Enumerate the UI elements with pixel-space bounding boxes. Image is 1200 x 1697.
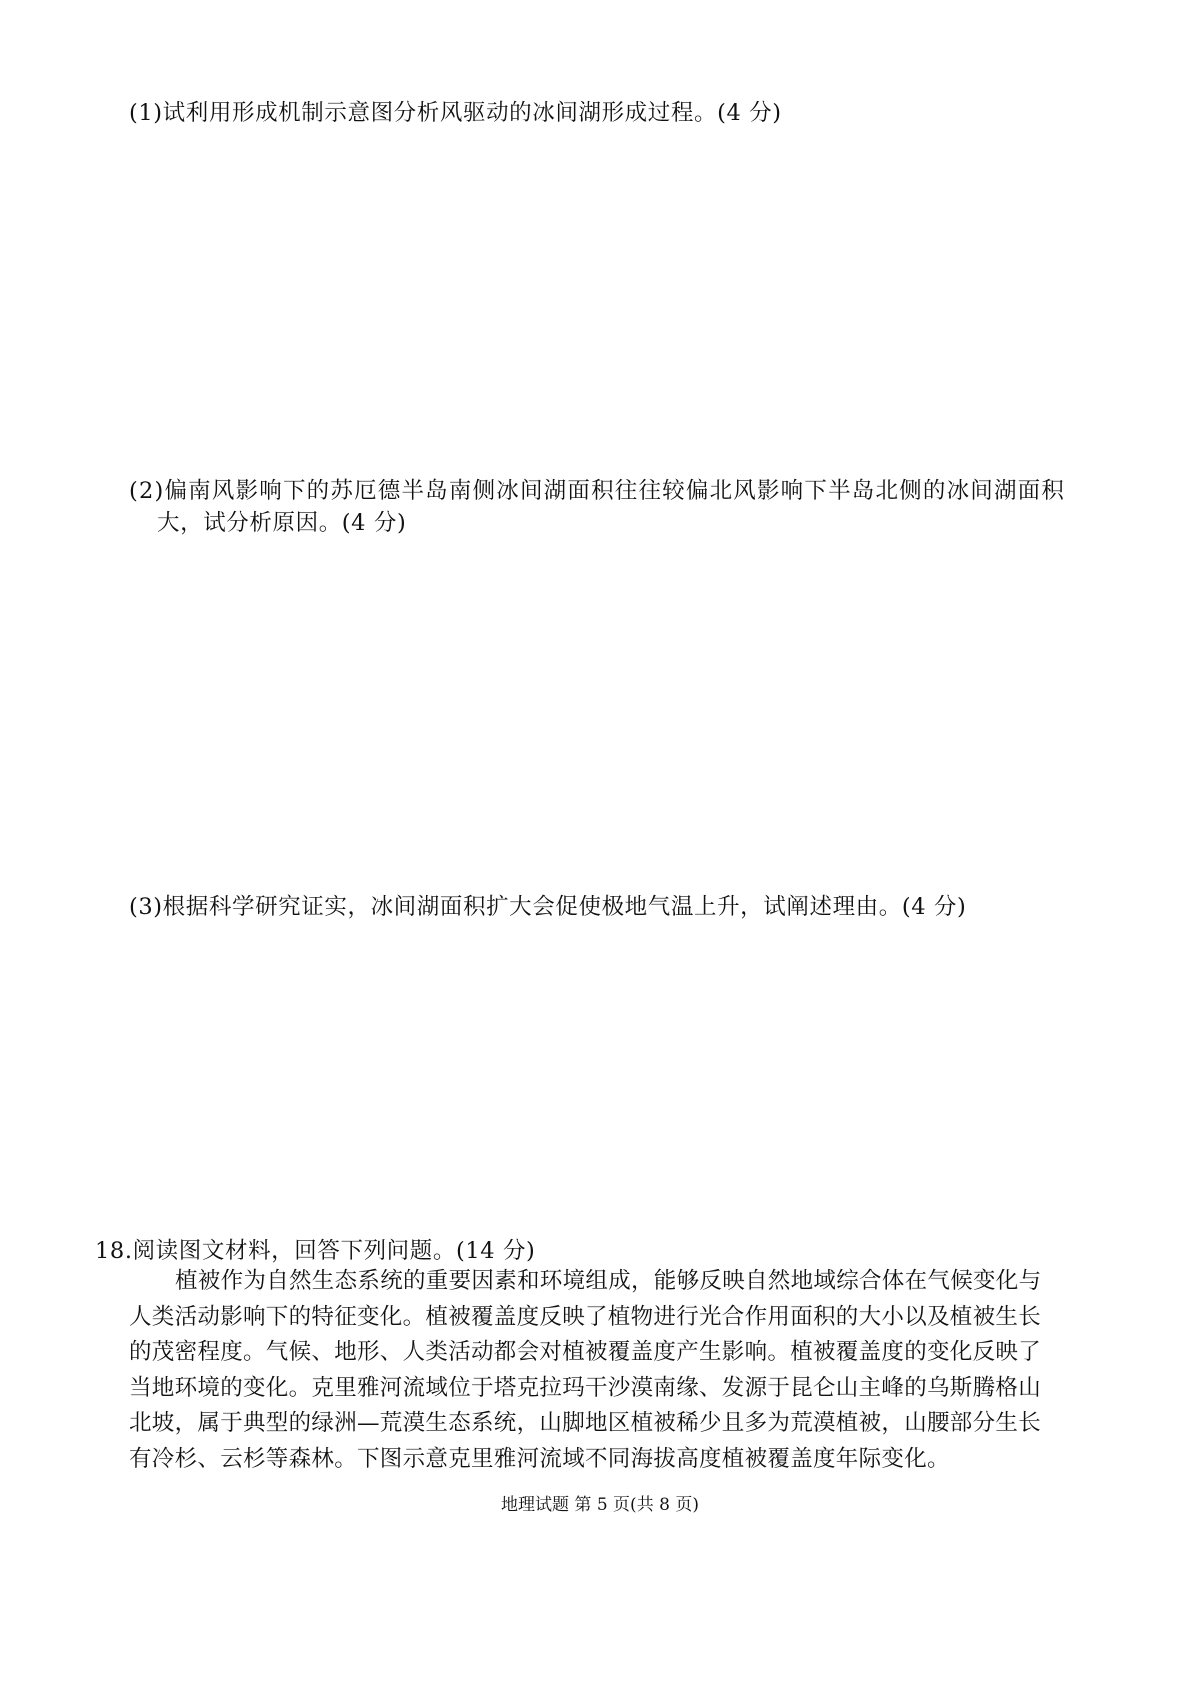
material-line: 植被作为自然生态系统的重要因素和环境组成，能够反映自然地域综合体在气候变化与 [175, 1268, 1042, 1294]
material-line: 当地环境的变化。克里雅河流域位于塔克拉玛干沙漠南缘、发源于昆仑山主峰的乌斯腾格山 [129, 1374, 1042, 1401]
material-line: 有冷杉、云杉等森林。下图示意克里雅河流域不同海拔高度植被覆盖度年际变化。 [129, 1445, 950, 1472]
question-17-1: (1)试利用形成机制示意图分析风驱动的冰间湖形成过程。(4 分) [129, 100, 782, 126]
page-footer: 地理试题 第 5 页(共 8 页) [501, 1495, 699, 1515]
question-17-2-line-2: 大，试分析原因。(4 分) [157, 510, 407, 536]
question-18-material [129, 1264, 1109, 1477]
material-line: 北坡，属于典型的绿洲—荒漠生态系统，山脚地区植被稀少且多为荒漠植被，山腰部分生长 [129, 1410, 1042, 1436]
question-17-2-line-1: (2)偏南风影响下的苏厄德半岛南侧冰间湖面积往往较偏北风影响下半岛北侧的冰间湖面积 [129, 478, 1066, 504]
material-line: 人类活动影响下的特征变化。植被覆盖度反映了植物进行光合作用面积的大小以及植被生长 [129, 1303, 1042, 1330]
material-line: 的茂密程度。气候、地形、人类活动都会对植被覆盖度产生影响。植被覆盖度的变化反映了 [129, 1339, 1042, 1365]
question-18-heading: 18.阅读图文材料，回答下列问题。(14 分) [95, 1238, 536, 1264]
question-17-3: (3)根据科学研究证实，冰间湖面积扩大会促使极地气温上升，试阐述理由。(4 分) [129, 894, 967, 920]
